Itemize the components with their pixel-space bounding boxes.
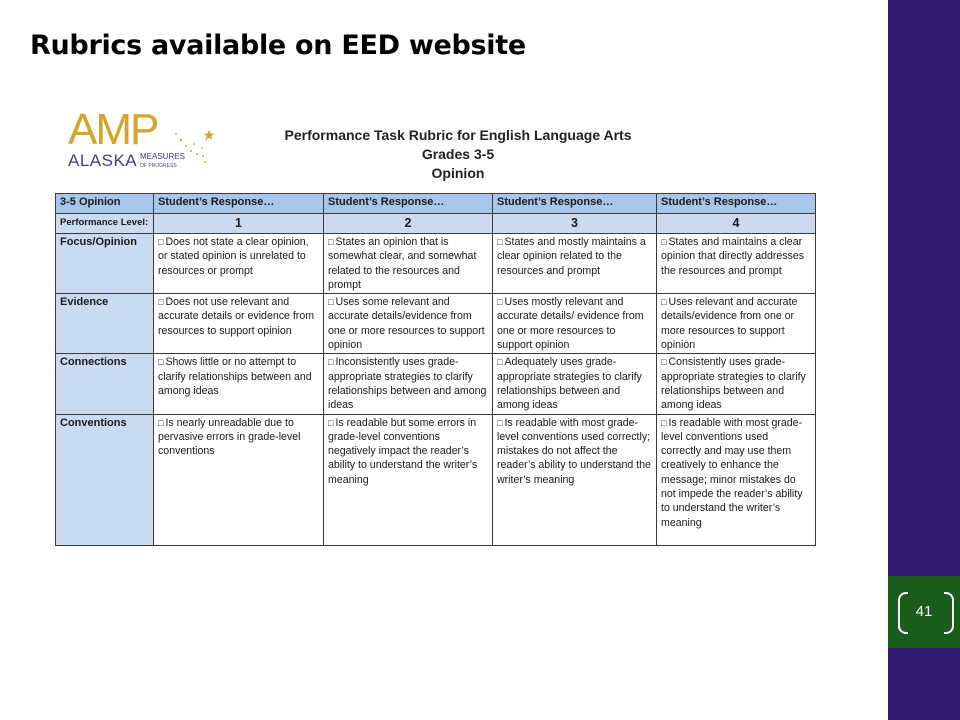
row-criterion: Conventions	[56, 414, 154, 545]
cell-text: Is nearly unreadable due to pervasive errors in grade-level conventions	[158, 416, 301, 458]
cell-text: Adequately uses grade-appropriate strategies to clarify relationships between and among ideas	[497, 356, 642, 412]
rubric-cell	[493, 414, 657, 545]
rubric-cell	[657, 234, 816, 294]
header-cell: Student’s Response…	[657, 194, 816, 214]
checkbox-icon: □	[497, 417, 503, 428]
checkbox-icon: □	[497, 297, 503, 308]
table-row	[56, 354, 816, 414]
cell-text: Does not state a clear opinion, or stated opinion is unrelated to resources or prompt	[158, 236, 309, 277]
row-criterion: Focus/Opinion	[56, 234, 154, 294]
checkbox-icon: □	[328, 417, 334, 428]
rubric-cell	[154, 354, 324, 414]
amp-alaska-logo	[66, 106, 216, 172]
checkbox-icon: □	[328, 297, 334, 308]
rubric-cell	[493, 294, 657, 354]
rubric-cell	[493, 234, 657, 294]
cell-text: Uses relevant and accurate details/evidence from one or more resources to support opinion	[661, 296, 798, 352]
checkbox-icon: □	[158, 417, 164, 428]
table-row	[56, 294, 816, 354]
slide-title: Rubrics available on EED website	[30, 30, 526, 61]
checkbox-icon: □	[328, 237, 334, 247]
row-criterion: Evidence	[56, 294, 154, 354]
rubric-cell	[657, 294, 816, 354]
cell-text: States and maintains a clear opinion that directly addresses the resources and prompt	[661, 236, 805, 277]
page-number: 41	[915, 603, 933, 620]
cell-text: Is readable but some errors in grade-level conventions negatively impact the reader’s ability to understand the writer’s meaning	[328, 416, 478, 486]
header-cell: Student’s Response…	[493, 194, 657, 214]
table-row	[56, 234, 816, 294]
cell-text: States an opinion that is somewhat clear, and somewhat related to the resources and prompt	[328, 236, 477, 291]
table-row	[56, 414, 816, 545]
level-number: 4	[657, 214, 816, 234]
performance-level-row	[56, 214, 816, 234]
checkbox-icon: □	[661, 237, 667, 247]
cell-text: Is readable with most grade-level conventions used correctly; mistakes do not affect the reader’s ability to understand the writer’s meaning	[497, 416, 651, 486]
rubric-cell	[154, 414, 324, 545]
rubric-cell	[154, 294, 324, 354]
checkbox-icon: □	[158, 237, 164, 247]
header-cell: Student’s Response…	[324, 194, 493, 214]
checkbox-icon: □	[661, 357, 667, 368]
star-icon	[204, 130, 214, 140]
checkbox-icon: □	[497, 237, 503, 247]
checkbox-icon: □	[661, 417, 667, 428]
level-number: 2	[324, 214, 493, 234]
cell-text: Uses some relevant and accurate details/evidence from one or more resources to support opinion	[328, 296, 485, 352]
page-number-box	[888, 576, 960, 648]
rubric-table	[55, 193, 816, 546]
rubric-cell	[493, 354, 657, 414]
rubric-cell	[324, 234, 493, 294]
rubric-cell	[154, 234, 324, 294]
checkbox-icon: □	[158, 297, 164, 308]
cell-text: Uses mostly relevant and accurate details/ evidence from one or more resources to support opinion	[497, 296, 644, 352]
checkbox-icon: □	[661, 297, 667, 308]
rubric-cell	[657, 414, 816, 545]
rubric-cell	[324, 414, 493, 545]
checkbox-icon: □	[158, 357, 164, 368]
checkbox-icon: □	[328, 357, 334, 368]
logo-alaska-text: ALASKA	[68, 151, 138, 170]
document-title-line2: Grades 3-5	[421, 146, 495, 162]
cell-text: Consistently uses grade-appropriate strategies to clarify relationships between and among ideas	[661, 356, 806, 412]
cell-text: Inconsistently uses grade-appropriate strategies to clarify relationships between and among ideas	[328, 356, 487, 412]
rubric-header-row	[56, 194, 816, 214]
logo-tagline-top: MEASURES	[140, 152, 185, 161]
document-title-line3: Opinion	[431, 165, 485, 181]
performance-level-label: Performance Level:	[56, 214, 154, 234]
document-title-line1: Performance Task Rubric for English Language Arts	[284, 127, 632, 143]
level-number: 1	[154, 214, 324, 234]
logo-amp-text: AMP	[68, 106, 158, 154]
left-bracket-icon	[898, 592, 908, 634]
rubric-cell	[324, 354, 493, 414]
row-criterion: Connections	[56, 354, 154, 414]
cell-text: States and mostly maintains a clear opinion related to the resources and prompt	[497, 236, 646, 277]
level-number: 3	[493, 214, 657, 234]
cell-text: Shows little or no attempt to clarify relationships between and among ideas	[158, 356, 312, 397]
header-cell: 3-5 Opinion	[56, 194, 154, 214]
cell-text: Is readable with most grade-level conventions used correctly and may use them creatively to enhance the message; minor mistakes do not impede the reader’s ability to understand the writer’s meaning	[661, 416, 803, 529]
rubric-cell	[324, 294, 493, 354]
right-bracket-icon	[944, 592, 954, 634]
document-title	[268, 126, 648, 183]
cell-text: Does not use relevant and accurate details or evidence from resources to support opinion	[158, 296, 315, 337]
checkbox-icon: □	[497, 357, 503, 368]
logo-tagline-bottom: OF PROGRESS	[140, 163, 177, 169]
rubric-cell	[657, 354, 816, 414]
header-cell: Student’s Response…	[154, 194, 324, 214]
